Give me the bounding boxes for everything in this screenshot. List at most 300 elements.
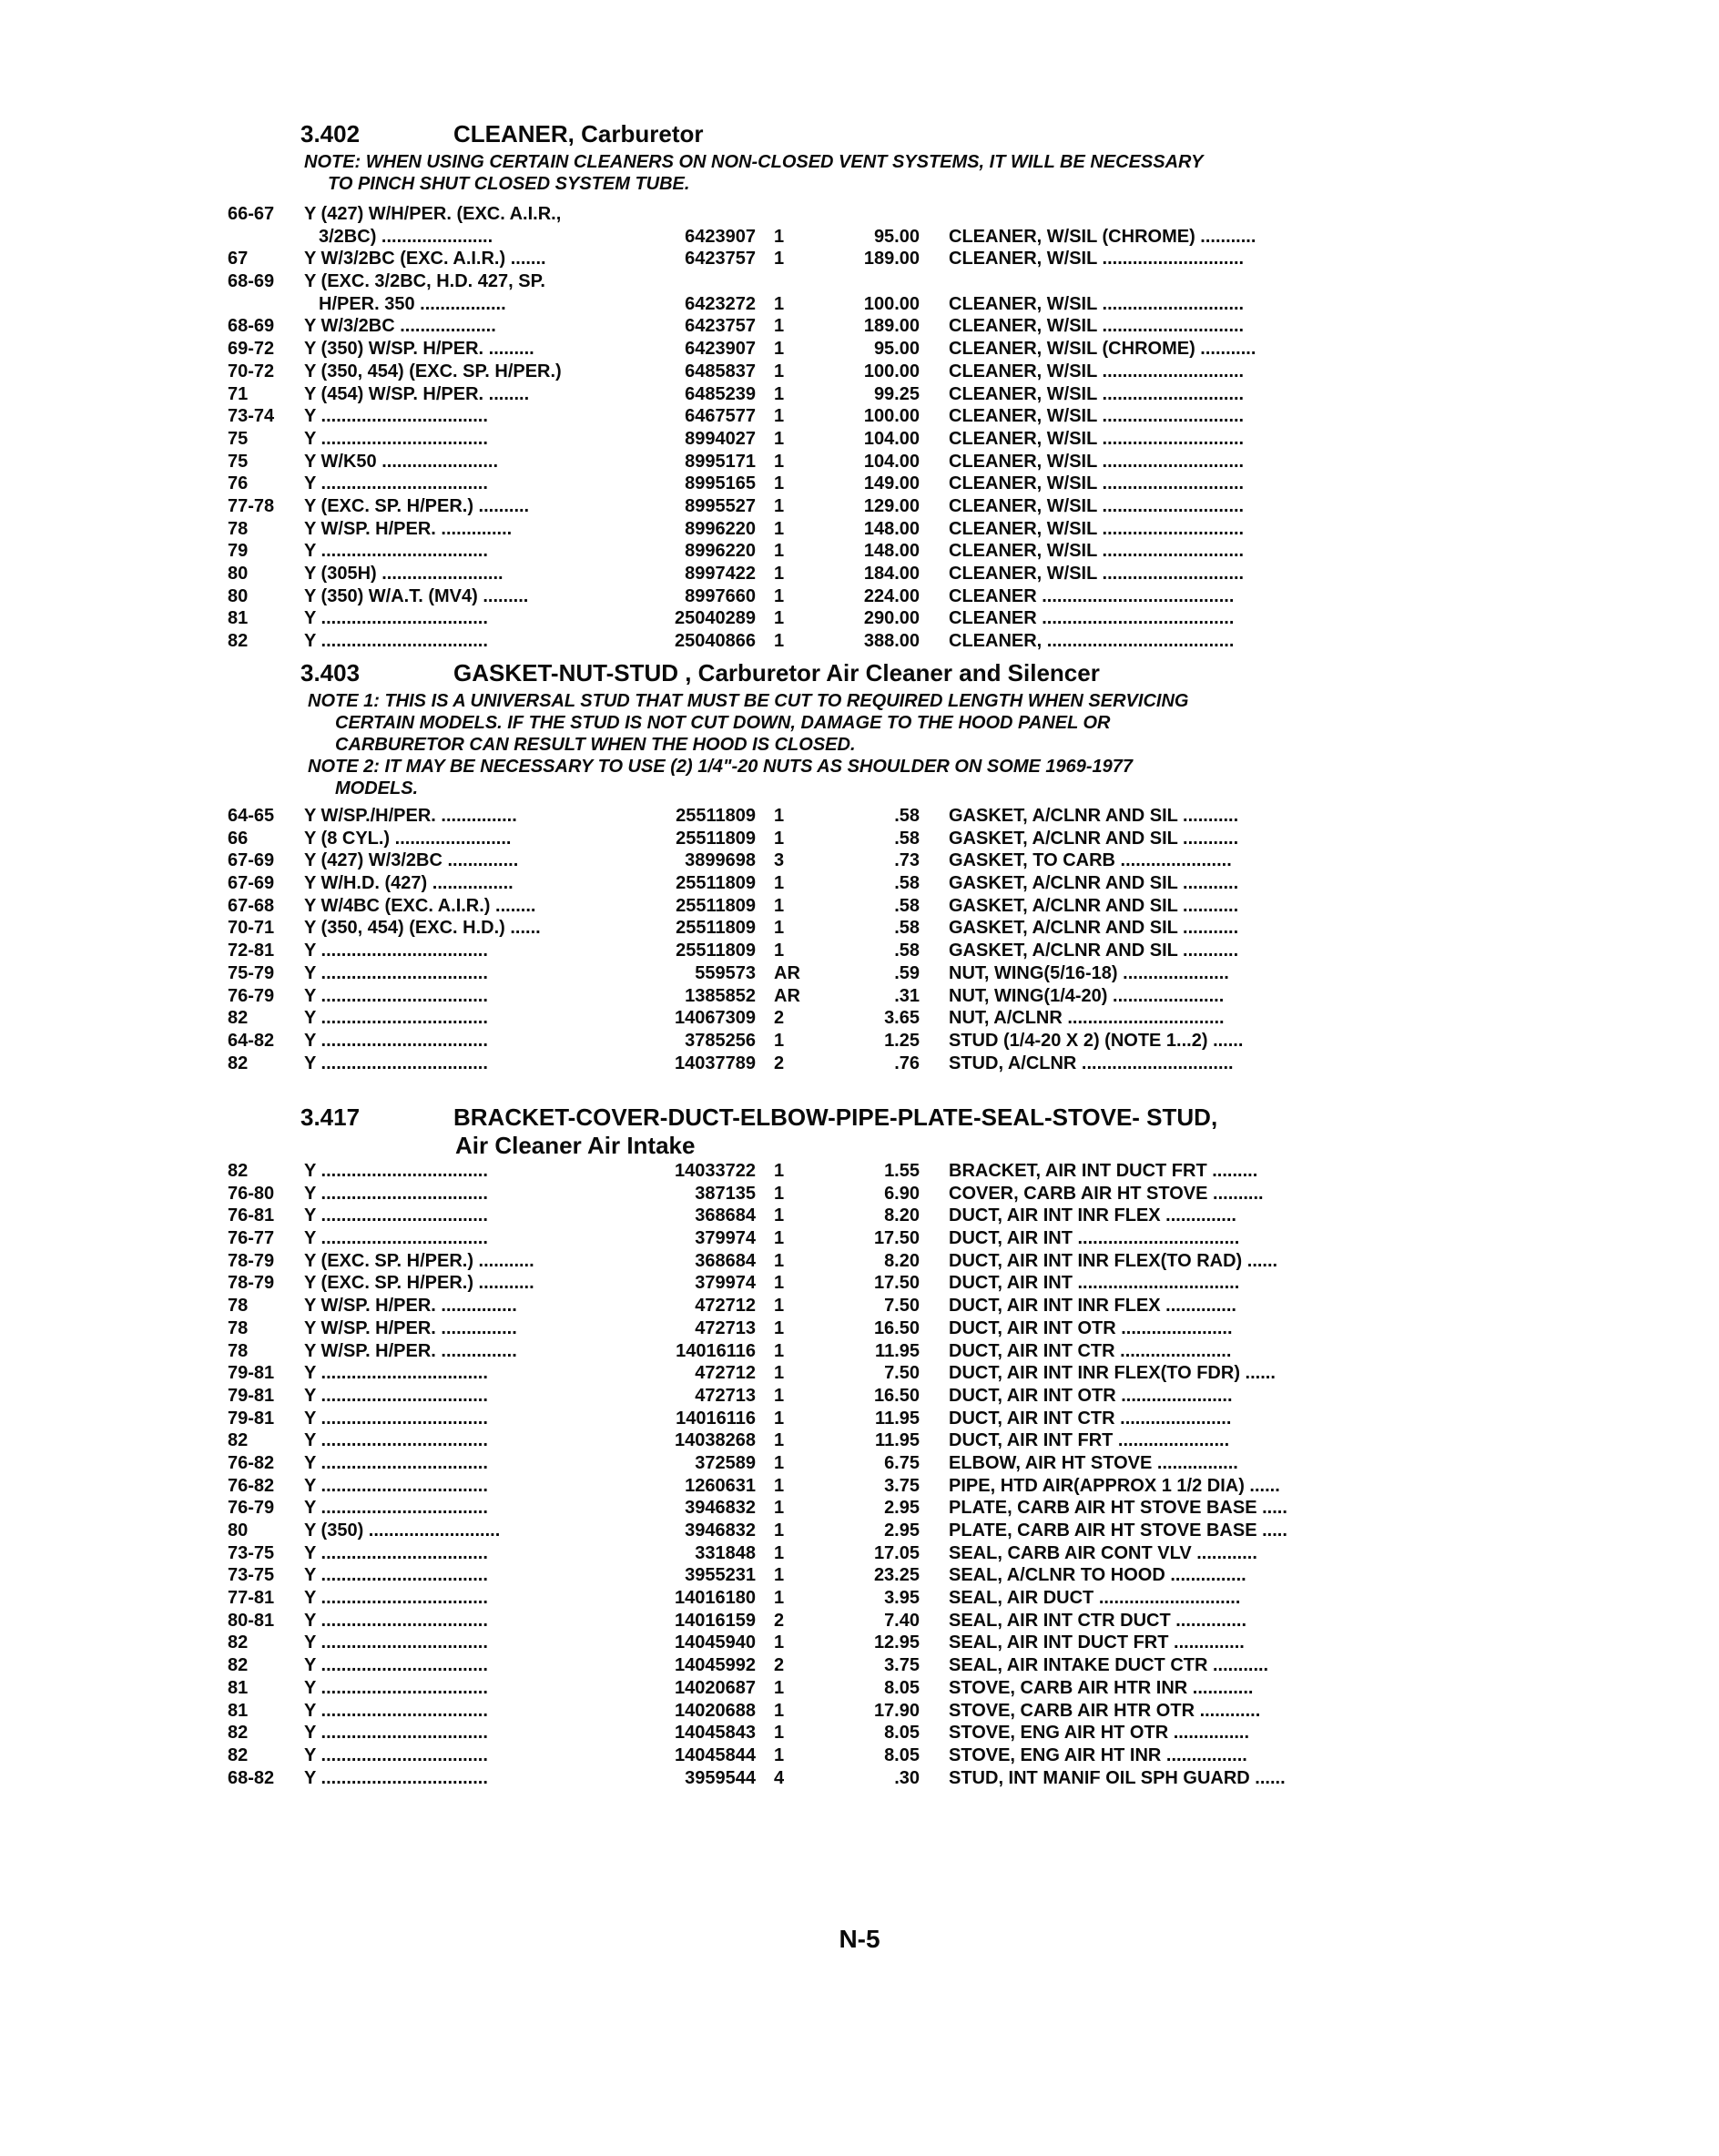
model-years: 82 (228, 1723, 249, 1744)
part-number: 368684 (695, 1205, 756, 1226)
part-number: 6485239 (685, 383, 756, 404)
part-number: 14020687 (675, 1677, 756, 1698)
model-years: 82 (228, 1632, 249, 1653)
section-title: CLEANER, Carburetor (453, 120, 704, 147)
model-years: 76 (228, 473, 249, 494)
quantity: 1 (774, 1723, 785, 1744)
description: CLEANER, ..................................... (949, 631, 1235, 652)
price: 3.95 (884, 1588, 920, 1609)
quantity: 1 (774, 1296, 785, 1317)
model-years: 79-81 (228, 1363, 275, 1384)
description: GASKET, A/CLNR AND SIL ........... (949, 828, 1239, 849)
price: 2.95 (884, 1498, 920, 1519)
price: 17.90 (873, 1700, 920, 1721)
application: Y ................................. (304, 473, 488, 494)
quantity: 1 (774, 1250, 785, 1271)
price: .58 (894, 918, 920, 939)
price: .58 (894, 941, 920, 961)
model-years: 77-81 (228, 1588, 275, 1609)
application: Y (350) W/SP. H/PER. ......... (304, 339, 534, 360)
part-number: 14016159 (675, 1610, 756, 1631)
application: Y W/SP. H/PER. .............. (304, 518, 513, 539)
price: 12.95 (873, 1632, 920, 1653)
model-years: 82 (228, 1744, 249, 1765)
model-years: 78 (228, 1317, 249, 1338)
description: CLEANER, W/SIL ............................ (949, 406, 1245, 427)
application: Y ................................. (304, 428, 488, 449)
part-number: 14067309 (675, 1008, 756, 1029)
part-number: 14037789 (675, 1053, 756, 1073)
price: 16.50 (873, 1385, 920, 1406)
part-number: 8995171 (685, 451, 756, 472)
application: Y ................................. (304, 1183, 488, 1204)
description: CLEANER, W/SIL ............................ (949, 473, 1245, 494)
price: 23.25 (873, 1565, 920, 1586)
application: Y ................................. (304, 1161, 488, 1181)
note-line: CERTAIN MODELS. IF THE STUD IS NOT CUT DOWN, DAMAGE TO THE HOOD PANEL OR (335, 713, 1111, 733)
model-years: 80 (228, 585, 249, 606)
description: CLEANER, W/SIL ............................ (949, 383, 1245, 404)
quantity: 1 (774, 1161, 785, 1181)
description: DUCT, AIR INT OTR ...................... (949, 1317, 1233, 1338)
application: Y (EXC. SP. H/PER.) .......... (304, 495, 530, 516)
description: CLEANER, W/SIL ............................ (949, 495, 1245, 516)
price: 100.00 (863, 361, 920, 381)
description: GASKET, A/CLNR AND SIL ........... (949, 873, 1239, 894)
application: Y (305H) ........................ (304, 564, 503, 584)
price: .58 (894, 873, 920, 894)
quantity: 1 (774, 1408, 785, 1429)
quantity: 1 (774, 249, 785, 270)
part-number: 14033722 (675, 1161, 756, 1181)
model-years: 76-79 (228, 1498, 275, 1519)
price: 8.05 (884, 1677, 920, 1698)
part-number: 6467577 (685, 406, 756, 427)
note-line: NOTE: WHEN USING CERTAIN CLEANERS ON NON-CLOSED VENT SYSTEMS, IT WILL BE NECESSARY (304, 152, 1204, 172)
quantity: 1 (774, 806, 785, 826)
price: 8.20 (884, 1250, 920, 1271)
description: CLEANER ...................................... (949, 608, 1235, 629)
price: 7.50 (884, 1363, 920, 1384)
part-number: 14045843 (675, 1723, 756, 1744)
price: 17.05 (873, 1542, 920, 1563)
model-years: 70-71 (228, 918, 275, 939)
description: PLATE, CARB AIR HT STOVE BASE ..... (949, 1520, 1287, 1541)
quantity: 2 (774, 1610, 785, 1631)
price: 1.25 (884, 1030, 920, 1051)
part-number: 25511809 (676, 828, 756, 849)
model-years: 73-75 (228, 1542, 275, 1563)
part-number: 6423907 (685, 226, 756, 247)
part-number: 379974 (695, 1273, 756, 1294)
part-number: 472713 (695, 1317, 756, 1338)
application: Y W/SP. H/PER. ............... (304, 1340, 517, 1361)
quantity: 1 (774, 1588, 785, 1609)
description: CLEANER, W/SIL ............................ (949, 361, 1245, 381)
description: STOVE, CARB AIR HTR INR ............ (949, 1677, 1254, 1698)
description: PLATE, CARB AIR HT STOVE BASE ..... (949, 1498, 1287, 1519)
model-years: 76-82 (228, 1452, 275, 1473)
description: CLEANER, W/SIL ............................ (949, 293, 1245, 314)
note-line: TO PINCH SHUT CLOSED SYSTEM TUBE. (328, 174, 690, 194)
application: 3/2BC) ...................... (319, 226, 493, 247)
description: DUCT, AIR INT INR FLEX .............. (949, 1296, 1236, 1317)
description: NUT, A/CLNR ............................... (949, 1008, 1225, 1029)
part-number: 25511809 (676, 918, 756, 939)
part-number: 14016180 (675, 1588, 756, 1609)
price: 17.50 (873, 1273, 920, 1294)
quantity: 1 (774, 451, 785, 472)
application: Y ................................. (304, 1610, 488, 1631)
quantity: 1 (774, 828, 785, 849)
application: Y ................................. (304, 1008, 488, 1029)
note-line: NOTE 2: IT MAY BE NECESSARY TO USE (2) 1/4"-20 NUTS AS SHOULDER ON SOME 1969-1977 (308, 757, 1134, 777)
price: 1.55 (884, 1161, 920, 1181)
quantity: 1 (774, 1677, 785, 1698)
application: H/PER. 350 ................. (319, 293, 506, 314)
application: Y ................................. (304, 1498, 488, 1519)
price: 149.00 (863, 473, 920, 494)
price: 99.25 (873, 383, 920, 404)
description: GASKET, A/CLNR AND SIL ........... (949, 806, 1239, 826)
application: Y ................................. (304, 1228, 488, 1249)
price: 8.05 (884, 1744, 920, 1765)
quantity: 1 (774, 541, 785, 562)
model-years: 78 (228, 518, 249, 539)
part-number: 3946832 (685, 1498, 756, 1519)
quantity: 1 (774, 1340, 785, 1361)
application: Y (EXC. SP. H/PER.) ........... (304, 1273, 534, 1294)
quantity: 2 (774, 1053, 785, 1073)
price: 104.00 (863, 451, 920, 472)
quantity: 1 (774, 1475, 785, 1496)
application: Y ................................. (304, 1744, 488, 1765)
application: Y (427) W/H/PER. (EXC. A.I.R., (304, 204, 562, 224)
section-number: 3.402 (300, 120, 361, 147)
application: Y ................................. (304, 985, 488, 1006)
price: 388.00 (863, 631, 920, 652)
price: 3.75 (884, 1655, 920, 1676)
quantity: 1 (774, 361, 785, 381)
application: Y (EXC. 3/2BC, H.D. 427, SP. (304, 271, 545, 292)
application: Y ................................. (304, 1452, 488, 1473)
price: 8.05 (884, 1723, 920, 1744)
quantity: 1 (774, 564, 785, 584)
price: .58 (894, 806, 920, 826)
description: DUCT, AIR INT INR FLEX .............. (949, 1205, 1236, 1226)
application: Y ................................. (304, 608, 488, 629)
price: 17.50 (873, 1228, 920, 1249)
description: SEAL, AIR DUCT ............................ (949, 1588, 1241, 1609)
price: 11.95 (875, 1430, 920, 1451)
part-number: 14038268 (675, 1430, 756, 1451)
description: SEAL, AIR INTAKE DUCT CTR ........... (949, 1655, 1269, 1676)
model-years: 82 (228, 1008, 249, 1029)
price: 16.50 (873, 1317, 920, 1338)
quantity: 1 (774, 895, 785, 916)
quantity: 1 (774, 1430, 785, 1451)
model-years: 73-75 (228, 1565, 275, 1586)
price: 11.95 (875, 1340, 920, 1361)
model-years: 68-82 (228, 1767, 275, 1788)
section-number: 3.403 (300, 659, 361, 686)
description: STOVE, CARB AIR HTR OTR ............ (949, 1700, 1261, 1721)
model-years: 81 (228, 1700, 249, 1721)
price: 129.00 (863, 495, 920, 516)
quantity: 1 (774, 1632, 785, 1653)
description: CLEANER, W/SIL ............................ (949, 316, 1245, 337)
application: Y ................................. (304, 941, 488, 961)
model-years: 66 (228, 828, 249, 849)
price: 100.00 (863, 406, 920, 427)
application: Y ................................. (304, 1030, 488, 1051)
quantity: 1 (774, 339, 785, 360)
application: Y (350) W/A.T. (MV4) ......... (304, 585, 529, 606)
quantity: AR (774, 985, 800, 1006)
description: DUCT, AIR INT ................................ (949, 1273, 1240, 1294)
part-number: 3959544 (685, 1767, 756, 1788)
model-years: 64-65 (228, 806, 275, 826)
section-number: 3.417 (300, 1103, 361, 1131)
part-number: 8997660 (685, 585, 756, 606)
description: DUCT, AIR INT FRT ...................... (949, 1430, 1230, 1451)
quantity: 1 (774, 518, 785, 539)
section-subtitle: Air Cleaner Air Intake (455, 1132, 696, 1159)
model-years: 78 (228, 1340, 249, 1361)
price: .31 (894, 985, 920, 1006)
model-years: 78-79 (228, 1250, 275, 1271)
part-number: 14016116 (676, 1408, 756, 1429)
section-title: BRACKET-COVER-DUCT-ELBOW-PIPE-PLATE-SEAL-STOVE- STUD, (453, 1103, 1218, 1131)
part-number: 8996220 (685, 518, 756, 539)
price: .58 (894, 828, 920, 849)
quantity: 1 (774, 1363, 785, 1384)
part-number: 3946832 (685, 1520, 756, 1541)
description: DUCT, AIR INT INR FLEX(TO RAD) ...... (949, 1250, 1278, 1271)
quantity: 1 (774, 473, 785, 494)
part-number: 14045940 (675, 1632, 756, 1653)
description: STOVE, ENG AIR HT INR ................ (949, 1744, 1247, 1765)
description: CLEANER, W/SIL ............................ (949, 541, 1245, 562)
application: Y ................................. (304, 1408, 488, 1429)
part-number: 8995165 (685, 473, 756, 494)
model-years: 68-69 (228, 316, 275, 337)
application: Y (EXC. SP. H/PER.) ........... (304, 1250, 534, 1271)
part-number: 559573 (695, 962, 756, 983)
description: CLEANER, W/SIL ............................ (949, 518, 1245, 539)
part-number: 368684 (695, 1250, 756, 1271)
price: 3.65 (884, 1008, 920, 1029)
application: Y W/SP. H/PER. ............... (304, 1317, 517, 1338)
quantity: 1 (774, 1030, 785, 1051)
part-number: 1260631 (685, 1475, 756, 1496)
quantity: 1 (774, 1228, 785, 1249)
part-number: 6423272 (685, 293, 756, 314)
application: Y W/K50 ....................... (304, 451, 499, 472)
price: 95.00 (873, 339, 920, 360)
quantity: 1 (774, 941, 785, 961)
quantity: 1 (774, 1452, 785, 1473)
model-years: 75 (228, 451, 249, 472)
part-number: 14016116 (676, 1340, 756, 1361)
part-number: 6423757 (685, 249, 756, 270)
quantity: 4 (774, 1767, 785, 1788)
quantity: 1 (774, 1565, 785, 1586)
quantity: 2 (774, 1008, 785, 1029)
application: Y W/SP. H/PER. ............... (304, 1296, 517, 1317)
quantity: 1 (774, 1744, 785, 1765)
price: 184.00 (863, 564, 920, 584)
application: Y (8 CYL.) ....................... (304, 828, 512, 849)
model-years: 67-68 (228, 895, 275, 916)
description: GASKET, A/CLNR AND SIL ........... (949, 941, 1239, 961)
application: Y ................................. (304, 962, 488, 983)
part-number: 25040866 (675, 631, 756, 652)
part-number: 379974 (695, 1228, 756, 1249)
model-years: 76-81 (228, 1205, 275, 1226)
model-years: 82 (228, 1430, 249, 1451)
description: CLEANER, W/SIL ............................ (949, 451, 1245, 472)
price: 11.95 (875, 1408, 920, 1429)
quantity: 1 (774, 406, 785, 427)
quantity: 1 (774, 918, 785, 939)
description: GASKET, A/CLNR AND SIL ........... (949, 918, 1239, 939)
part-number: 331848 (695, 1542, 756, 1563)
price: 189.00 (863, 316, 920, 337)
quantity: 1 (774, 873, 785, 894)
application: Y ................................. (304, 1655, 488, 1676)
part-number: 3785256 (685, 1030, 756, 1051)
quantity: 1 (774, 1542, 785, 1563)
price: 6.75 (884, 1452, 920, 1473)
model-years: 81 (228, 1677, 249, 1698)
model-years: 75 (228, 428, 249, 449)
price: 189.00 (863, 249, 920, 270)
model-years: 69-72 (228, 339, 275, 360)
description: STUD (1/4-20 X 2) (NOTE 1...2) ...... (949, 1030, 1244, 1051)
quantity: 1 (774, 1498, 785, 1519)
model-years: 78 (228, 1296, 249, 1317)
application: Y ................................. (304, 1475, 488, 1496)
price: 104.00 (863, 428, 920, 449)
model-years: 75-79 (228, 962, 275, 983)
part-number: 1385852 (685, 985, 756, 1006)
price: 100.00 (863, 293, 920, 314)
price: .58 (894, 895, 920, 916)
price: 2.95 (884, 1520, 920, 1541)
price: 290.00 (863, 608, 920, 629)
model-years: 67-69 (228, 850, 275, 871)
description: SEAL, A/CLNR TO HOOD ............... (949, 1565, 1246, 1586)
description: CLEANER, W/SIL (CHROME) ........... (949, 339, 1256, 360)
application: Y W/3/2BC ................... (304, 316, 496, 337)
price: 6.90 (884, 1183, 920, 1204)
application: Y W/SP./H/PER. ............... (304, 806, 517, 826)
model-years: 80 (228, 564, 249, 584)
quantity: 1 (774, 1520, 785, 1541)
note-line: MODELS. (335, 778, 419, 798)
description: STOVE, ENG AIR HT OTR ............... (949, 1723, 1250, 1744)
model-years: 79-81 (228, 1385, 275, 1406)
description: ELBOW, AIR HT STOVE ................ (949, 1452, 1238, 1473)
price: .59 (894, 962, 920, 983)
price: 7.40 (884, 1610, 920, 1631)
application: Y (350, 454) (EXC. H.D.) ...... (304, 918, 541, 939)
description: STUD, A/CLNR .............................. (949, 1053, 1234, 1073)
description: NUT, WING(1/4-20) ...................... (949, 985, 1225, 1006)
part-number: 472712 (695, 1296, 756, 1317)
part-number: 8997422 (685, 564, 756, 584)
part-number: 472713 (695, 1385, 756, 1406)
note-line: CARBURETOR CAN RESULT WHEN THE HOOD IS CLOSED. (335, 735, 856, 755)
quantity: 1 (774, 1205, 785, 1226)
application: Y ................................. (304, 1565, 488, 1586)
application: Y W/H.D. (427) ................ (304, 873, 514, 894)
part-number: 3955231 (685, 1565, 756, 1586)
model-years: 82 (228, 1161, 249, 1181)
application: Y ................................. (304, 406, 488, 427)
model-years: 68-69 (228, 271, 275, 292)
price: 148.00 (863, 541, 920, 562)
application: Y ................................. (304, 1542, 488, 1563)
application: Y ................................. (304, 1632, 488, 1653)
description: CLEANER, W/SIL ............................ (949, 564, 1245, 584)
quantity: 1 (774, 608, 785, 629)
model-years: 76-77 (228, 1228, 275, 1249)
price: 8.20 (884, 1205, 920, 1226)
quantity: 1 (774, 1700, 785, 1721)
description: DUCT, AIR INT CTR ...................... (949, 1340, 1232, 1361)
model-years: 79 (228, 541, 249, 562)
model-years: 80-81 (228, 1610, 275, 1631)
model-years: 73-74 (228, 406, 275, 427)
application: Y (350) .......................... (304, 1520, 501, 1541)
application: Y ................................. (304, 1205, 488, 1226)
price: .73 (894, 850, 920, 871)
price: 224.00 (863, 585, 920, 606)
application: Y ................................. (304, 1677, 488, 1698)
application: Y ................................. (304, 631, 488, 652)
description: NUT, WING(5/16-18) ..................... (949, 962, 1229, 983)
price: .30 (894, 1767, 920, 1788)
description: BRACKET, AIR INT DUCT FRT ......... (949, 1161, 1258, 1181)
application: Y ................................. (304, 1430, 488, 1451)
part-number: 25511809 (676, 895, 756, 916)
description: CLEANER, W/SIL ............................ (949, 428, 1245, 449)
quantity: 1 (774, 226, 785, 247)
model-years: 70-72 (228, 361, 275, 381)
part-number: 8996220 (685, 541, 756, 562)
price: 7.50 (884, 1296, 920, 1317)
model-years: 82 (228, 1655, 249, 1676)
description: DUCT, AIR INT ................................ (949, 1228, 1240, 1249)
application: Y ................................. (304, 1767, 488, 1788)
description: DUCT, AIR INT OTR ...................... (949, 1385, 1233, 1406)
quantity: 1 (774, 1385, 785, 1406)
part-number: 25511809 (676, 941, 756, 961)
quantity: 1 (774, 495, 785, 516)
part-number: 14045992 (675, 1655, 756, 1676)
description: PIPE, HTD AIR(APPROX 1 1/2 DIA) ...... (949, 1475, 1280, 1496)
price: 3.75 (884, 1475, 920, 1496)
application: Y ................................. (304, 1363, 488, 1384)
model-years: 80 (228, 1520, 249, 1541)
price: 148.00 (863, 518, 920, 539)
model-years: 82 (228, 631, 249, 652)
part-number: 25040289 (675, 608, 756, 629)
part-number: 472712 (695, 1363, 756, 1384)
part-number: 6485837 (685, 361, 756, 381)
